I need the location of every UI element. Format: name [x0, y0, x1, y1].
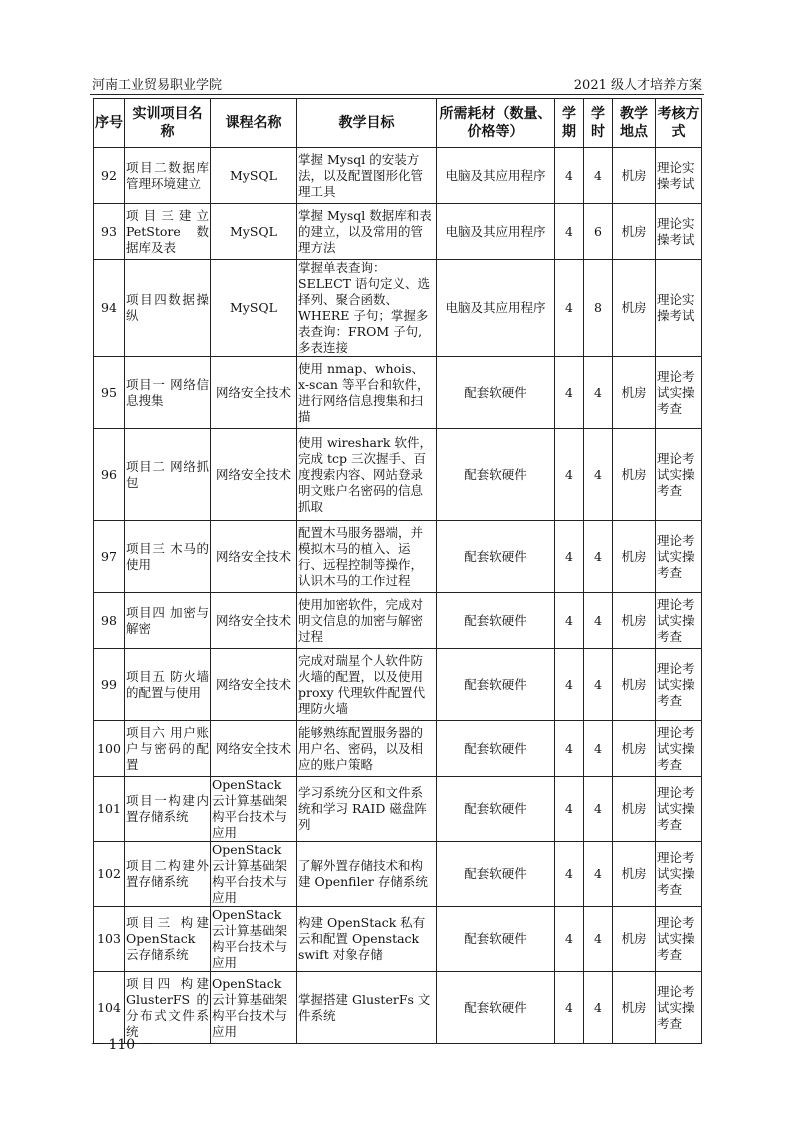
row-number: 104 [94, 972, 125, 1044]
teaching-goal: 了解外置存储技术和构建 Openfiler 存储系统 [297, 842, 437, 907]
course-name: 网络安全技术 [211, 429, 297, 521]
course-name: 网络安全技术 [211, 593, 297, 649]
teaching-goal: 掌握搭建 GlusterFs 文件系统 [297, 972, 437, 1044]
teaching-place: 机房 [613, 260, 656, 357]
project-name: 项目二数据库管理环境建立 [125, 148, 211, 204]
hours: 4 [584, 429, 613, 521]
hours: 4 [584, 593, 613, 649]
hours: 4 [584, 777, 613, 842]
table-row [94, 260, 702, 357]
table-row [94, 521, 702, 593]
hours: 4 [584, 721, 613, 777]
exam-method: 理论考试实操考查 [656, 842, 702, 907]
materials: 电脑及其应用程序 [437, 204, 555, 260]
table-row [94, 721, 702, 777]
teaching-goal: 能够熟练配置服务器的用户名、密码，以及相应的账户策略 [297, 721, 437, 777]
teaching-place: 机房 [613, 649, 656, 721]
teaching-goal: 掌握单表查询：SELECT 语句定义、选择列、聚合函数、WHERE 子句；掌握多表查询：FROM 子句, 多表连接 [297, 260, 437, 357]
materials: 配套软硬件 [437, 429, 555, 521]
exam-method: 理论考试实操考查 [656, 521, 702, 593]
term: 4 [555, 907, 584, 972]
project-name: 项目一 网络信息搜集 [125, 357, 211, 429]
exam-method: 理论实操考试 [656, 148, 702, 204]
school-name: 河南工业贸易职业学院 [92, 78, 223, 93]
exam-method: 理论考试实操考查 [656, 429, 702, 521]
teaching-place: 机房 [613, 842, 656, 907]
hours: 8 [584, 260, 613, 357]
plan-title: 2021 级人才培养方案 [573, 78, 702, 93]
project-name: 项目一构建内置存储系统 [125, 777, 211, 842]
hours: 4 [584, 357, 613, 429]
row-number: 95 [94, 357, 125, 429]
table-header-row [94, 99, 702, 148]
teaching-goal: 完成对瑞星个人软件防火墙的配置，以及使用 proxy 代理软件配置代理防火墙 [297, 649, 437, 721]
term: 4 [555, 593, 584, 649]
teaching-goal: 掌握 Mysql 的安装方法，以及配置图形化管理工具 [297, 148, 437, 204]
course-name: OpenStack 云计算基础架构平台技术与应用 [211, 842, 297, 907]
exam-method: 理论实操考试 [656, 204, 702, 260]
teaching-place: 机房 [613, 429, 656, 521]
materials: 配套软硬件 [437, 357, 555, 429]
project-name: 项目四数据操纵 [125, 260, 211, 357]
materials: 电脑及其应用程序 [437, 148, 555, 204]
teaching-goal: 学习系统分区和文件系统和学习 RAID 磁盘阵列 [297, 777, 437, 842]
table-row [94, 972, 702, 1044]
term: 4 [555, 777, 584, 842]
hours: 6 [584, 204, 613, 260]
materials: 电脑及其应用程序 [437, 260, 555, 357]
row-number: 100 [94, 721, 125, 777]
table-row [94, 357, 702, 429]
hours: 4 [584, 148, 613, 204]
materials: 配套软硬件 [437, 972, 555, 1044]
hours: 4 [584, 972, 613, 1044]
exam-method: 理论考试实操考查 [656, 593, 702, 649]
term: 4 [555, 521, 584, 593]
row-number: 97 [94, 521, 125, 593]
teaching-goal: 使用 wireshark 软件，完成 tcp 三次握手、百度搜索内容、网站登录明文账户名密码的信息抓取 [297, 429, 437, 521]
course-name: 网络安全技术 [211, 357, 297, 429]
project-name: 项目二构建外置存储系统 [125, 842, 211, 907]
col-header-term: 学期 [555, 99, 584, 148]
row-number: 99 [94, 649, 125, 721]
term: 4 [555, 260, 584, 357]
teaching-place: 机房 [613, 148, 656, 204]
hours: 4 [584, 521, 613, 593]
project-name: 项 目 三 建 立 PetStore 数据库及表 [125, 204, 211, 260]
row-number: 103 [94, 907, 125, 972]
teaching-place: 机房 [613, 907, 656, 972]
row-number: 96 [94, 429, 125, 521]
materials: 配套软硬件 [437, 521, 555, 593]
table-row [94, 907, 702, 972]
exam-method: 理论考试实操考查 [656, 721, 702, 777]
teaching-place: 机房 [613, 204, 656, 260]
exam-method: 理论考试实操考查 [656, 907, 702, 972]
table-row [94, 148, 702, 204]
exam-method: 理论考试实操考查 [656, 972, 702, 1044]
col-header-place: 教学地点 [613, 99, 656, 148]
term: 4 [555, 649, 584, 721]
row-number: 93 [94, 204, 125, 260]
project-name: 项目六 用户账户与密码的配置 [125, 721, 211, 777]
project-name: 项目四 构建 GlusterFS 的分布式文件系统 [125, 972, 211, 1044]
project-name: 项目三 构建 OpenStack 云存储系统 [125, 907, 211, 972]
row-number: 101 [94, 777, 125, 842]
course-name: MySQL [211, 260, 297, 357]
table-row [94, 429, 702, 521]
col-header-no: 序号 [94, 99, 125, 148]
col-header-hours: 学时 [584, 99, 613, 148]
teaching-goal: 配置木马服务器端，并模拟木马的植入、运行、远程控制等操作，认识木马的工作过程 [297, 521, 437, 593]
course-name: 网络安全技术 [211, 649, 297, 721]
term: 4 [555, 721, 584, 777]
row-number: 94 [94, 260, 125, 357]
page-number: － 110 － [90, 1037, 154, 1053]
row-number: 102 [94, 842, 125, 907]
table-row [94, 777, 702, 842]
table-row [94, 649, 702, 721]
exam-method: 理论考试实操考查 [656, 777, 702, 842]
col-header-goal: 教学目标 [297, 99, 437, 148]
teaching-goal: 构建 OpenStack 私有云和配置 Openstack swift 对象存储 [297, 907, 437, 972]
hours: 4 [584, 649, 613, 721]
materials: 配套软硬件 [437, 721, 555, 777]
course-name: MySQL [211, 204, 297, 260]
exam-method: 理论考试实操考查 [656, 649, 702, 721]
term: 4 [555, 972, 584, 1044]
col-header-exam: 考核方式 [656, 99, 702, 148]
term: 4 [555, 842, 584, 907]
project-name: 项目三 木马的使用 [125, 521, 211, 593]
project-name: 项目四 加密与解密 [125, 593, 211, 649]
teaching-place: 机房 [613, 521, 656, 593]
teaching-goal: 掌握 Mysql 数据库和表的建立，以及常用的管理方法 [297, 204, 437, 260]
col-header-materials: 所需耗材（数量、价格等） [437, 99, 555, 148]
materials: 配套软硬件 [437, 777, 555, 842]
training-table [93, 98, 702, 1044]
teaching-place: 机房 [613, 357, 656, 429]
table-row [94, 593, 702, 649]
teaching-place: 机房 [613, 777, 656, 842]
hours: 4 [584, 907, 613, 972]
course-name: OpenStack 云计算基础架构平台技术与应用 [211, 907, 297, 972]
teaching-goal: 使用 nmap、whois、x-scan 等平台和软件，进行网络信息搜集和扫描 [297, 357, 437, 429]
term: 4 [555, 204, 584, 260]
table-row [94, 204, 702, 260]
course-name: MySQL [211, 148, 297, 204]
teaching-place: 机房 [613, 721, 656, 777]
materials: 配套软硬件 [437, 842, 555, 907]
project-name: 项目二 网络抓包 [125, 429, 211, 521]
materials: 配套软硬件 [437, 907, 555, 972]
teaching-goal: 使用加密软件，完成对明文信息的加密与解密过程 [297, 593, 437, 649]
term: 4 [555, 357, 584, 429]
teaching-place: 机房 [613, 593, 656, 649]
project-name: 项目五 防火墙的配置与使用 [125, 649, 211, 721]
page-header [90, 72, 704, 95]
materials: 配套软硬件 [437, 649, 555, 721]
course-name: 网络安全技术 [211, 721, 297, 777]
hours: 4 [584, 842, 613, 907]
course-name: OpenStack 云计算基础架构平台技术与应用 [211, 777, 297, 842]
exam-method: 理论实操考试 [656, 260, 702, 357]
row-number: 98 [94, 593, 125, 649]
table-row [94, 842, 702, 907]
col-header-name: 实训项目名称 [125, 99, 211, 148]
course-name: OpenStack 云计算基础架构平台技术与应用 [211, 972, 297, 1044]
materials: 配套软硬件 [437, 593, 555, 649]
teaching-place: 机房 [613, 972, 656, 1044]
course-name: 网络安全技术 [211, 521, 297, 593]
exam-method: 理论考试实操考查 [656, 357, 702, 429]
row-number: 92 [94, 148, 125, 204]
col-header-course: 课程名称 [211, 99, 297, 148]
term: 4 [555, 429, 584, 521]
term: 4 [555, 148, 584, 204]
